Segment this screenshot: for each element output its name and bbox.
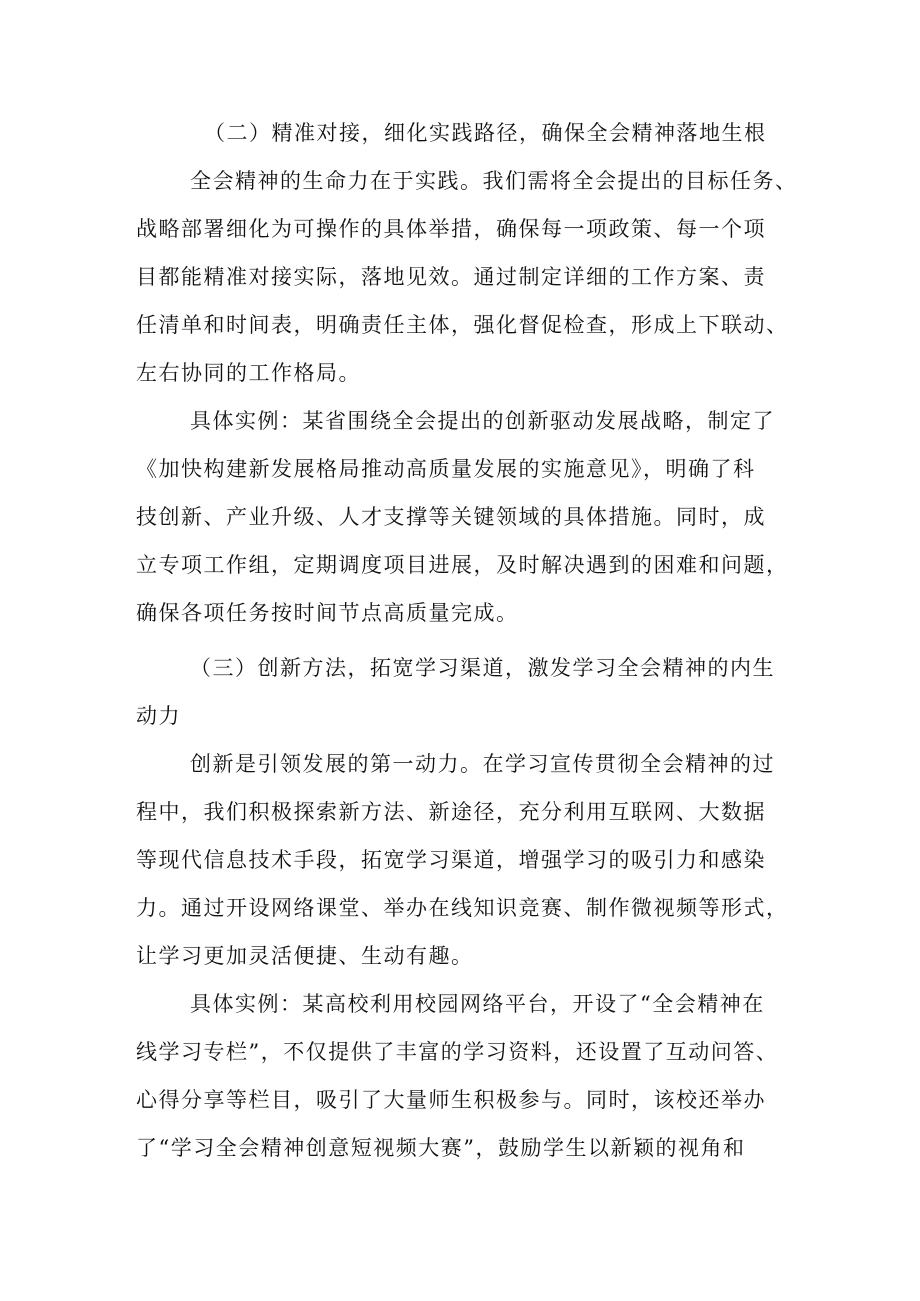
section-heading-3-continued: 动力 bbox=[136, 704, 181, 728]
example-paragraph-line: 技创新、产业升级、人才支撑等关键领域的具体措施。同时，成 bbox=[136, 505, 766, 529]
paragraph-line: 左右协同的工作格局。 bbox=[136, 361, 361, 385]
paragraph-line: 全会精神的生命力在于实践。我们需将全会提出的目标任务、 bbox=[190, 169, 798, 193]
paragraph-line: 任清单和时间表，明确责任主体，强化督促检查，形成上下联动、 bbox=[136, 313, 789, 337]
example-paragraph-line: 确保各项任务按时间节点高质量完成。 bbox=[136, 601, 519, 625]
example-paragraph-line: 心得分享等栏目，吸引了大量师生积极参与。同时，该校还举办 bbox=[136, 1088, 766, 1112]
example-paragraph-line: 具体实例：某省围绕全会提出的创新驱动发展战略，制定了 bbox=[190, 409, 775, 433]
example-paragraph-line: 线学习专栏”，不仅提供了丰富的学习资料，还设置了互动问答、 bbox=[136, 1040, 779, 1064]
paragraph-line: 目都能精准对接实际，落地见效。通过制定详细的工作方案、责 bbox=[136, 265, 766, 289]
paragraph-line: 创新是引领发展的第一动力。在学习宣传贯彻全会精神的过 bbox=[190, 752, 775, 776]
paragraph-line: 力。通过开设网络课堂、举办在线知识竞赛、制作微视频等形式， bbox=[136, 896, 789, 920]
example-paragraph-line: 《加快构建新发展格局推动高质量发展的实施意见》，明确了科 bbox=[136, 457, 756, 481]
section-heading-2: （二）精准对接，细化实践路径，确保全会精神落地生根 bbox=[204, 121, 767, 145]
example-paragraph-line: 了“学习全会精神创意短视频大赛”，鼓励学生以新颖的视角和 bbox=[136, 1136, 746, 1160]
paragraph-line: 战略部署细化为可操作的具体举措，确保每一项政策、每一个项 bbox=[136, 217, 766, 241]
example-paragraph-line: 具体实例：某高校利用校园网络平台，开设了“全会精神在 bbox=[190, 992, 765, 1016]
section-heading-3: （三）创新方法，拓宽学习渠道，激发学习全会精神的内生 bbox=[190, 656, 775, 680]
paragraph-line: 程中，我们积极探索新方法、新途径，充分利用互联网、大数据 bbox=[136, 800, 766, 824]
example-paragraph-line: 立专项工作组，定期调度项目进展，及时解决遇到的困难和问题， bbox=[136, 553, 789, 577]
paragraph-line: 让学习更加灵活便捷、生动有趣。 bbox=[136, 944, 474, 968]
paragraph-line: 等现代信息技术手段，拓宽学习渠道，增强学习的吸引力和感染 bbox=[136, 848, 766, 872]
